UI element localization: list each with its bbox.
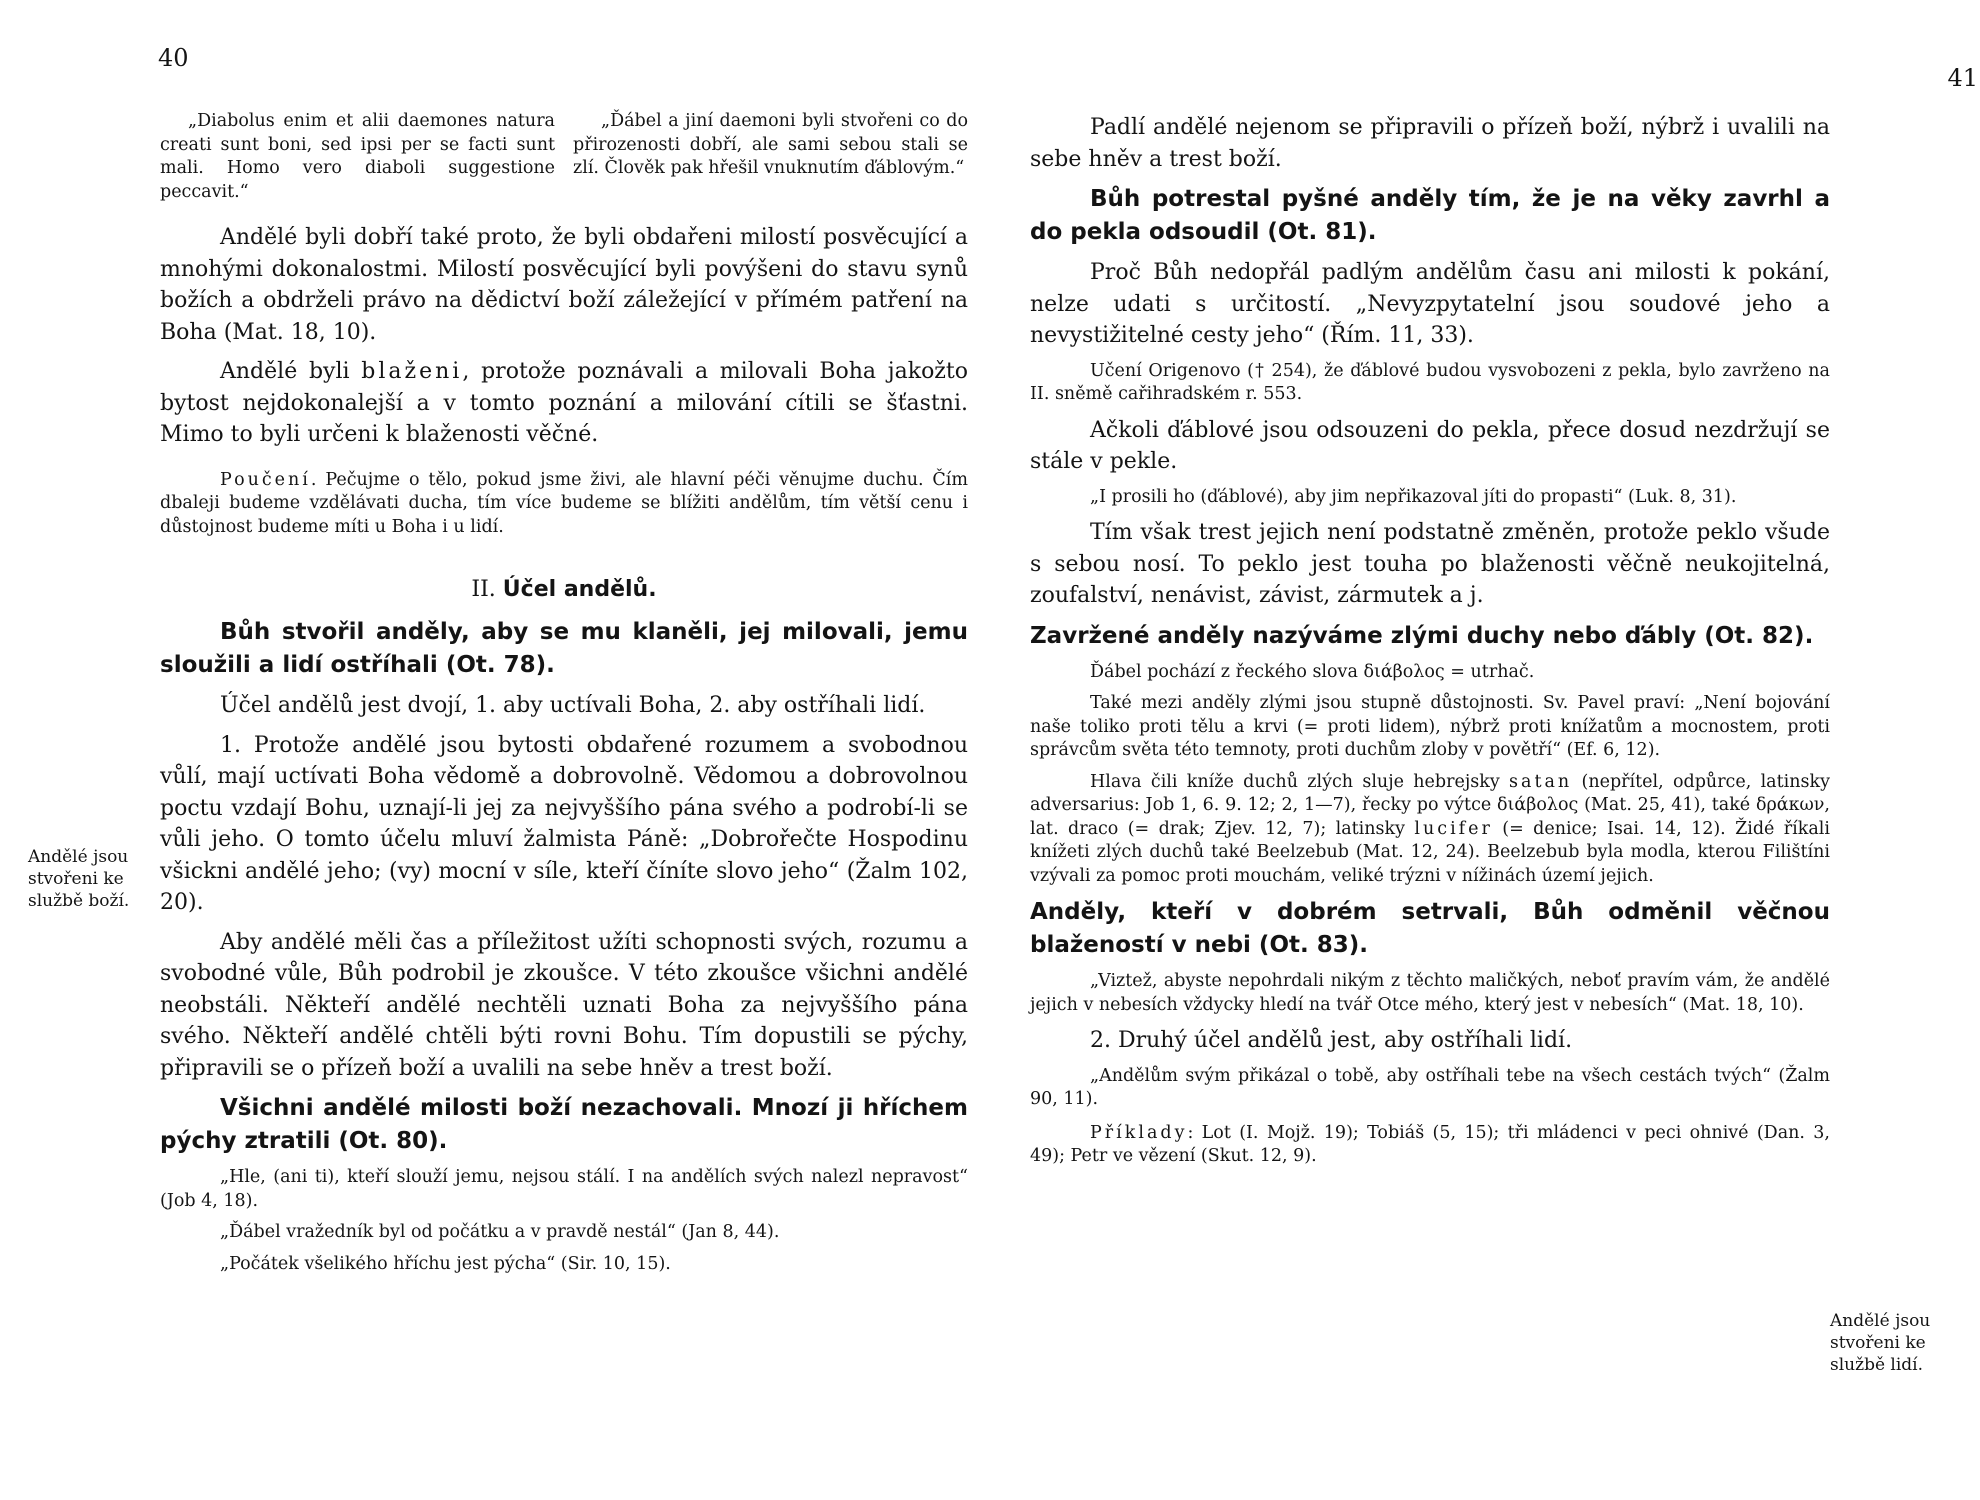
left-column	[160, 110, 968, 1284]
small-paragraph	[1030, 771, 1830, 889]
note-label: Poučení	[220, 469, 311, 490]
paragraph: Ačkoli ďáblové jsou odsouzeni do pekla, přece dosud nezdržují se stále v pekle.	[1030, 417, 1830, 474]
emphasis-spaced: satan	[1509, 771, 1573, 792]
emphasis-spaced: blaženi	[361, 359, 463, 384]
scripture-quote: „I prosili ho (ďáblové), aby jim nepřikazoval jíti do propasti“ (Luk. 8, 31).	[1090, 486, 1737, 507]
quote-czech: „Ďábel a jiní daemoni byli stvořeni co do přirozenosti dobří, ale sami sebou stali se zlí. Člověk pak hřešil vnuknutím ďáblovým.“	[573, 111, 968, 178]
paragraph: 1. Protože andělé jsou bytosti obdařené rozumem a svobodnou vůlí, mají uctívati Boha vědomě a dobrovolně. Vědomou a dobrovolnou poctu vzdají Bohu, uznají-li jej za nejvyššího pána svého a podrobí-li se vůli jeho. O tomto účelu mluví žalmista Páně: „Dobrořečte Hospodinu všickni andělé jeho; (vy) mocní v síle, kteří číníte slovo jeho“ (Žalm 102, 20).	[160, 732, 968, 915]
examples-text: : Lot (I. Mojž. 19); Tobiáš (5, 15); tři mládenci v peci ohnivé (Dan. 3, 49); Petr ve vězení (Skut. 12, 9).	[1030, 1122, 1830, 1166]
note-paragraph	[160, 469, 968, 540]
page-number: 40	[158, 44, 189, 72]
text-run: (= denice; Isai. 14, 12). Židé říkali knížeti zlých duchů také Beelzebub (Mat. 12, 24). Beelzebub byla modla, kterou Filištíni vzývali za pomoc proti mouchám, veliké trýzni v nížinách území jejich.	[1030, 818, 1830, 886]
examples-label: Příklady	[1090, 1122, 1188, 1143]
right-page	[990, 0, 1980, 1500]
doctrine-heading: Bůh potrestal pyšné anděly tím, že je na věky zavrhl a do pekla odsoudil (Ot. 81).	[1030, 186, 1830, 245]
text-run: (nepřítel, odpůrce, latinsky adversarius: Job 1, 6. 9. 12; 2, 1—7), řecky po výtce διάβολος (Mat. 25, 41), také δράκων, lat. draco (= drak; Zjev. 12, 7); latinsky	[1030, 771, 1830, 839]
small-paragraph: Také mezi anděly zlými jsou stupně důstojnosti. Sv. Pavel praví: „Není bojování naše toliko proti tělu a krvi (= proti lidem), nýbrž proti knížatům a mocnostem, proti správcům světa této temnoty, proti duchům zloby v povětří“ (Ef. 6, 12).	[1030, 693, 1830, 760]
doctrine-heading: Bůh stvořil anděly, aby se mu klaněli, jej milovali, jemu sloužili a lidí ostříhali (Ot. 78).	[160, 619, 968, 678]
small-paragraph: Učení Origenovo († 254), že ďáblové budou vysvobozeni z pekla, bylo zavrženo na II. sněmě cařihradském r. 553.	[1030, 360, 1830, 404]
quote-latin: „Diabolus enim et alii daemones natura creati sunt boni, sed ipsi per se facti sunt mali. Homo vero diaboli suggestione peccavit.“	[160, 111, 555, 202]
section-heading	[160, 577, 968, 602]
text-run: Hlava čili kníže duchů zlých sluje hebrejsky	[1090, 771, 1500, 792]
small-paragraph: Ďábel pochází z řeckého slova διάβολος = utrhač.	[1090, 661, 1535, 682]
paragraph: Účel andělů jest dvojí, 1. aby uctívali Boha, 2. aby ostříhali lidí.	[220, 693, 926, 718]
paragraph: Padlí andělé nejenom se připravili o přízeň boží, nýbrž i uvalili na sebe hněv a trest boží.	[1030, 115, 1830, 172]
doctrine-heading: Anděly, kteří v dobrém setrvali, Bůh odměnil věčnou blažeností v nebi (Ot. 83).	[1030, 899, 1830, 958]
scripture-quote: „Ďábel vražedník byl od počátku a v pravdě nestál“ (Jan 8, 44).	[220, 1222, 780, 1242]
doctrine-heading: Zavržené anděly nazýváme zlými duchy nebo ďábly (Ot. 82).	[1030, 622, 1814, 649]
margin-note: Andělé jsou stvořeni ke službě lidí.	[1830, 1311, 1931, 1375]
examples-paragraph	[1030, 1122, 1830, 1169]
section-title: Účel andělů.	[502, 577, 657, 602]
bilingual-quote	[160, 110, 968, 204]
scripture-quote: „Počátek všelikého hříchu jest pýcha“ (Sir. 10, 15).	[220, 1253, 671, 1274]
text-run: , protože poznávali a milovali Boha jakožto bytost nejdokonalejší a v tomto poznání a milování cítili se šťastni. Mimo to byli určeni k blaženosti věčné.	[160, 359, 968, 447]
paragraph	[160, 356, 968, 451]
paragraph: Aby andělé měli čas a příležitost užíti schopnosti svých, rozumu a svobodné vůle, Bůh podrobil je zkoušce. V této zkoušce všichni andělé neobstáli. Někteří andělé nechtěli uznati Boha za nejvyššího pána svého. Někteří andělé chtěli býti rovni Bohu. Tím dopustili se pýchy, připravili se o přízeň boží a uvalili na sebe hněv a trest boží.	[160, 929, 968, 1081]
paragraph: 2. Druhý účel andělů jest, aby ostříhali lidí.	[1090, 1028, 1573, 1053]
right-column	[1030, 112, 1830, 1177]
paragraph: Tím však trest jejich není podstatně změněn, protože peklo všude s sebou nosí. To peklo jest touha po blaženosti věčně neukojitelná, zoufalství, nenávist, závist, zármutek a j.	[1030, 520, 1830, 608]
scripture-quote: „Hle, (ani ti), kteří slouží jemu, nejsou stálí. I na andělích svých nalezl nepravost“ (Job 4, 18).	[160, 1167, 968, 1211]
doctrine-heading: Všichni andělé milosti boží nezachovali. Mnozí ji hříchem pýchy ztratili (Ot. 80).	[160, 1095, 968, 1154]
note-text: . Pečujme o tělo, pokud jsme živi, ale hlavní péči věnujme duchu. Čím dbaleji budeme vzdělávati ducha, tím více budeme se blížiti andělům, tím větší cenu i důstojnost budeme míti u Boha i u lidí.	[160, 469, 968, 537]
margin-note: Andělé jsou stvořeni ke službě boží.	[28, 847, 130, 911]
page-number: 41	[1947, 64, 1978, 92]
section-number: II.	[471, 577, 496, 602]
text-run: Andělé byli	[220, 359, 350, 384]
emphasis-spaced: lucifer	[1414, 818, 1493, 839]
scripture-quote: „Viztež, abyste nepohrdali nikým z těchto maličkých, neboť pravím vám, že andělé jejich v nebesích vždycky hledí na tvář Otce mého, který jest v nebesích“ (Mat. 18, 10).	[1030, 971, 1830, 1015]
scripture-quote: „Andělům svým přikázal o tobě, aby ostříhali tebe na všech cestách tvých“ (Žalm 90, 11).	[1030, 1065, 1830, 1109]
paragraph: Andělé byli dobří také proto, že byli obdařeni milostí posvěcující a mnohými dokonalostmi. Milostí posvěcující byli povýšeni do stavu synů božích a obdrželi právo na dědictví boží záležející v přímém patření na Boha (Mat. 18, 10).	[160, 225, 968, 345]
paragraph: Proč Bůh nedopřál padlým andělům času ani milosti k pokání, nelze udati s určitostí. „Nevyzpytatelní jsou soudové jeho a nevystižitelné cesty jeho“ (Řím. 11, 33).	[1030, 260, 1830, 348]
